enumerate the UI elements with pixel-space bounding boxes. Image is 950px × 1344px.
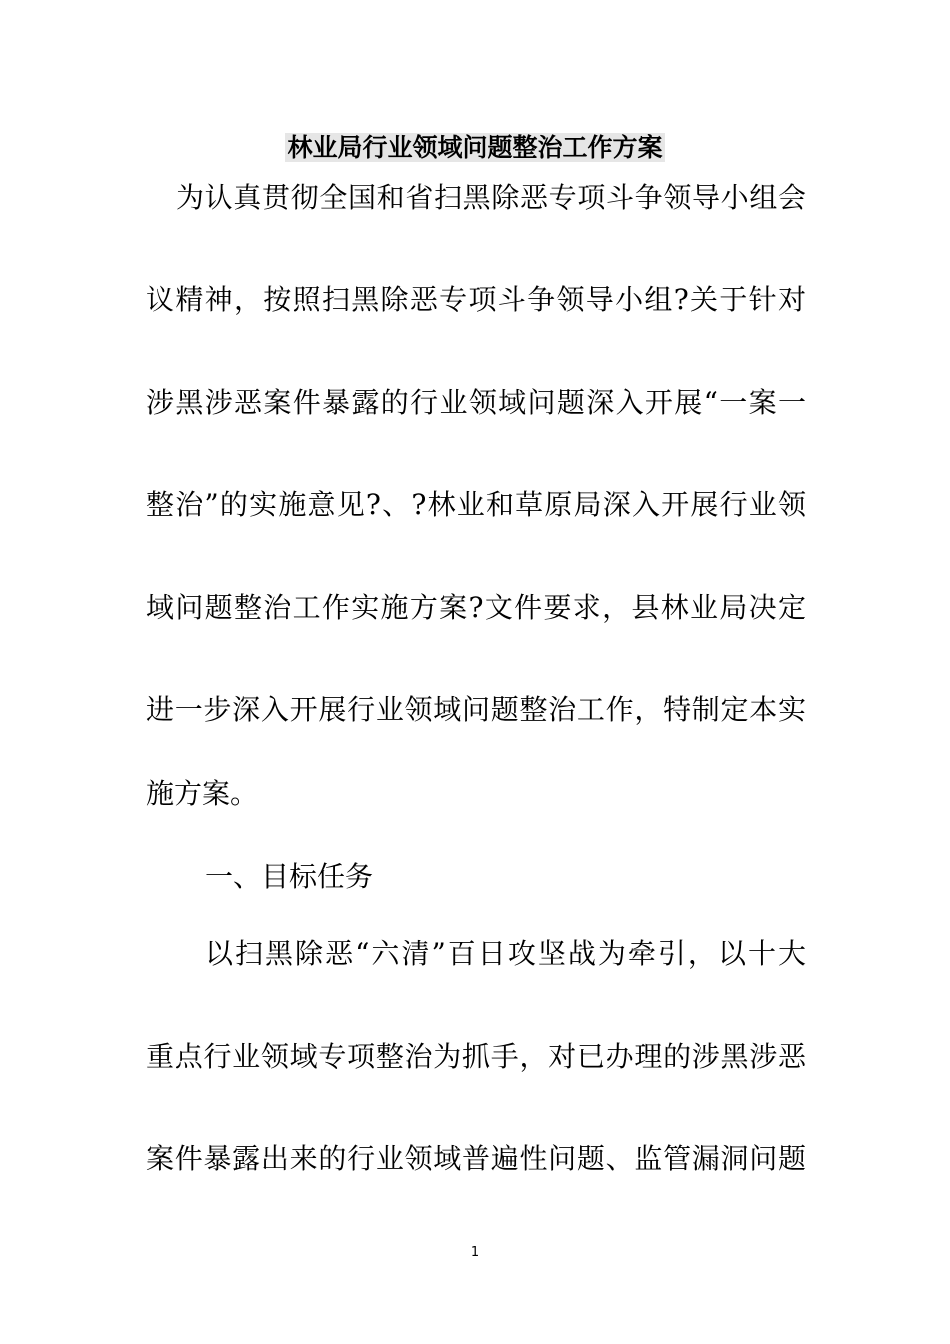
page-number: 1 (470, 1245, 480, 1260)
paragraph-line-4: 整治”的实施意见?、?林业和草原局深入开展行业领 (146, 488, 806, 521)
document-title-text: 林业局行业领域问题整治工作方案 (287, 133, 663, 162)
paragraph-line-8: 以扫黑除恶“六清”百日攻坚战为牵引，以十大 (205, 937, 806, 970)
document-title (0, 128, 950, 168)
paragraph-line-7: 施方案。 (146, 777, 259, 810)
paragraph-line-3: 涉黑涉恶案件暴露的行业领域问题深入开展“一案一 (146, 386, 806, 419)
paragraph-line-1: 为认真贯彻全国和省扫黑除恶专项斗争领导小组会 (176, 181, 806, 214)
paragraph-line-5: 域问题整治工作实施方案?文件要求，县林业局决定 (146, 591, 806, 624)
section-heading-1: 一、目标任务 (205, 860, 374, 893)
paragraph-line-9: 重点行业领域专项整治为抓手，对已办理的涉黑涉恶 (146, 1040, 806, 1073)
paragraph-line-10: 案件暴露出来的行业领域普遍性问题、监管漏洞问题 (146, 1142, 806, 1175)
paragraph-line-6: 进一步深入开展行业领域问题整治工作，特制定本实 (146, 693, 806, 726)
paragraph-line-2: 议精神，按照扫黑除恶专项斗争领导小组?关于针对 (146, 283, 806, 316)
